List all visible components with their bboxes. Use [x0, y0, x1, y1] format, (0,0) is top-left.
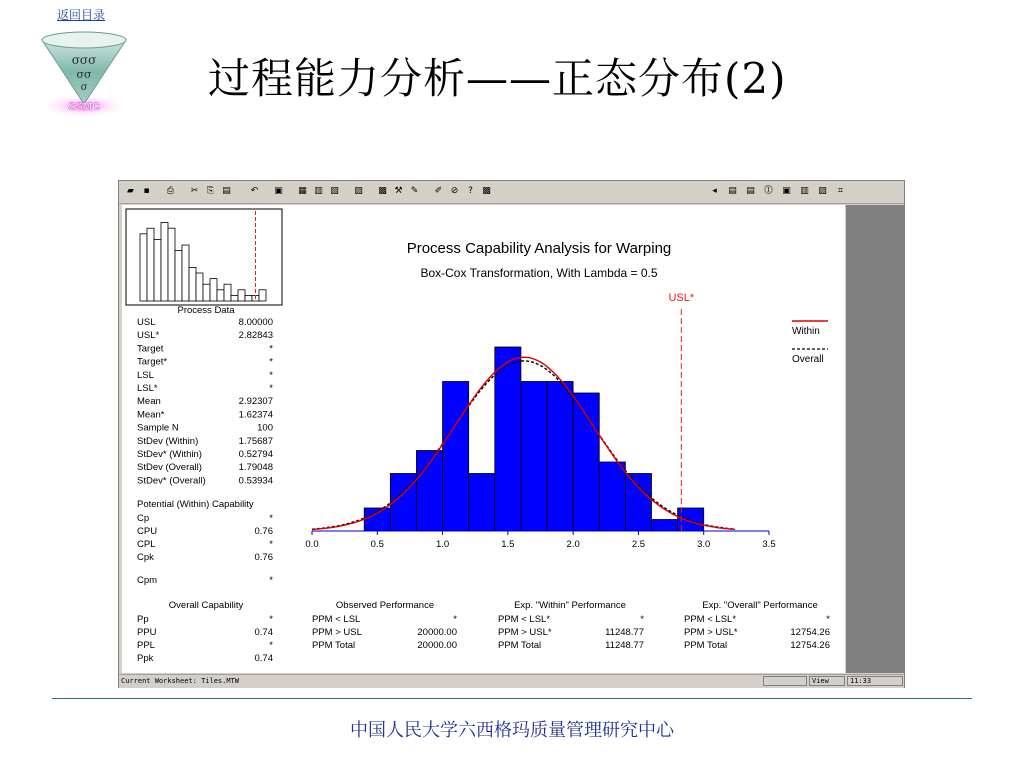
back-to-contents-link[interactable]: 返回目录: [57, 8, 106, 22]
x-tick-label: 1.0: [435, 539, 450, 550]
chart-title: Process Capability Analysis for Warping: [406, 240, 672, 257]
svg-text:σ: σ: [80, 82, 88, 93]
tool-1-icon[interactable]: ◂: [712, 186, 717, 196]
chart-subtitle: Box-Cox Transformation, With Lambda = 0.5: [420, 266, 658, 280]
potential-label: CPU: [137, 526, 158, 537]
inset-bar: [217, 290, 224, 301]
histogram-bar: [495, 347, 521, 531]
copy-icon[interactable]: ⎘: [206, 186, 215, 196]
process-data-value: 100: [257, 422, 273, 434]
process-data-value: *: [269, 343, 273, 355]
process-data-label: Mean: [137, 396, 161, 408]
observed-value: 20000.00: [417, 640, 457, 651]
exp-within-heading: Exp. "Within" Performance: [514, 600, 626, 611]
svg-text:SSMC: SSMC: [68, 101, 100, 113]
process-data-label: LSL: [137, 369, 154, 381]
overall-capability-label: PPU: [137, 627, 157, 638]
svg-text:σσ: σσ: [76, 68, 92, 81]
svg-text:σσσ: σσσ: [71, 53, 97, 67]
current-worksheet-status: Current Worksheet: Tiles.MTW: [121, 677, 240, 685]
footer-divider: [52, 698, 972, 699]
process-data-label: USL*: [137, 330, 160, 342]
tool-8-icon[interactable]: ⌗: [837, 186, 844, 196]
inset-bar: [210, 279, 217, 301]
process-data-label: StDev* (Within): [137, 449, 202, 460]
histogram-bar: [625, 474, 651, 532]
potential-label: Cp: [137, 513, 150, 524]
histogram-bar: [521, 382, 547, 532]
process-data-value: 8.00000: [238, 317, 273, 328]
graph-folder-icon[interactable]: ▥: [314, 186, 323, 196]
potential-value: *: [269, 513, 273, 524]
observed-label: PPM < LSL: [312, 614, 361, 625]
exp-overall-heading: Exp. "Overall" Performance: [702, 600, 818, 611]
observed-value: *: [453, 614, 457, 625]
process-data-value: 1.62374: [238, 409, 273, 421]
process-data-value: *: [269, 369, 273, 381]
toolbar: [119, 181, 904, 204]
inset-bar: [182, 245, 189, 301]
histogram-bar: [573, 393, 599, 531]
x-tick-label: 0.0: [305, 539, 319, 550]
process-data-value: 2.92307: [238, 396, 273, 408]
overall-capability-value: *: [269, 614, 273, 625]
histogram-bar: [599, 462, 625, 531]
info-icon[interactable]: ▧: [330, 186, 339, 196]
exp-within-label: PPM > USL*: [498, 627, 552, 638]
status-time: 11:33: [847, 676, 903, 686]
x-tick-label: 2.5: [631, 539, 646, 550]
exp-within-label: PPM < LSL*: [498, 614, 551, 625]
overall-capability-heading: Overall Capability: [168, 600, 244, 611]
cancel-icon[interactable]: ⊘: [450, 186, 459, 196]
process-data-value: *: [269, 383, 273, 394]
tool-6-icon[interactable]: ▥: [800, 186, 809, 196]
overall-capability-label: Pp: [137, 614, 149, 625]
potential-value: 0.76: [254, 526, 273, 537]
potential-value: *: [269, 575, 273, 586]
tool-5-icon[interactable]: ▣: [782, 186, 791, 196]
inset-bar: [231, 295, 238, 301]
legend-overall-label: Overall: [792, 354, 824, 365]
process-data-label: StDev (Overall): [137, 462, 202, 474]
exp-overall-value: 12754.26: [790, 640, 830, 651]
save-icon[interactable]: ▪: [143, 186, 150, 196]
worksheet-icon[interactable]: ▦: [298, 186, 307, 196]
process-data-value: 2.82843: [238, 330, 273, 342]
tool-7-icon[interactable]: ▨: [818, 186, 827, 196]
potential-label: Cpk: [137, 552, 154, 563]
minitab-window: [118, 180, 905, 688]
overall-capability-value: *: [269, 640, 273, 651]
help-icon[interactable]: ?: [468, 186, 473, 196]
capability-graph: [122, 205, 845, 673]
overall-capability-value: 0.74: [254, 627, 273, 638]
process-data-value: 0.53934: [238, 475, 273, 487]
x-tick-label: 3.5: [762, 539, 776, 550]
histogram-bar: [469, 474, 495, 532]
tool-3-icon[interactable]: ▤: [746, 186, 755, 196]
tool-4-icon[interactable]: ⓵: [763, 186, 773, 196]
inset-bar: [259, 290, 266, 301]
ssmc-logo: [28, 28, 140, 124]
inset-bar: [140, 234, 147, 301]
exp-within-value: 11248.77: [605, 640, 644, 651]
slide-title: 过程能力分析——正态分布(2): [208, 54, 787, 103]
exp-within-value: *: [640, 614, 644, 625]
x-tick-label: 2.0: [566, 539, 580, 550]
histogram-bar: [651, 520, 677, 532]
potential-heading: Potential (Within) Capability: [137, 499, 254, 510]
histogram-bar: [364, 508, 390, 531]
inset-bar: [147, 228, 154, 301]
process-data-value: 1.79048: [238, 462, 273, 474]
inset-bar: [245, 295, 252, 301]
x-tick-label: 0.5: [370, 539, 384, 550]
exp-within-value: 11248.77: [605, 627, 644, 638]
session-window-icon[interactable]: ▣: [274, 186, 283, 196]
histogram-bar: [547, 382, 573, 532]
undo-icon[interactable]: ↶: [250, 186, 259, 196]
potential-label: CPL: [137, 539, 156, 550]
inset-bar: [224, 284, 231, 301]
inset-bar: [196, 273, 203, 301]
observed-value: 20000.00: [417, 627, 457, 638]
potential-label: Cpm: [137, 575, 158, 586]
status-mode: View: [809, 676, 845, 686]
paste-icon[interactable]: ▤: [222, 186, 231, 196]
status-bar: [119, 674, 904, 688]
legend-within-label: Within: [792, 326, 820, 337]
inset-bar: [189, 267, 196, 301]
overall-capability-label: PPL: [137, 640, 155, 651]
histogram-bar: [443, 382, 469, 532]
tool-2-icon[interactable]: ▤: [728, 186, 737, 196]
brush-icon[interactable]: ⚒: [394, 186, 403, 196]
print-icon[interactable]: ⎙: [166, 186, 175, 196]
status-blank-box: [763, 676, 807, 686]
open-icon[interactable]: ▰: [127, 186, 134, 196]
process-data-value: *: [269, 356, 273, 368]
exp-overall-label: PPM < LSL*: [684, 614, 737, 625]
overall-capability-label: Ppk: [137, 653, 154, 664]
process-data-value: 0.52794: [238, 449, 273, 460]
inset-bar: [161, 223, 168, 301]
potential-value: 0.76: [254, 552, 273, 563]
inset-bar: [154, 239, 161, 301]
exp-overall-value: 12754.26: [790, 627, 830, 638]
x-tick-label: 1.5: [501, 539, 515, 550]
exp-overall-label: PPM > USL*: [684, 627, 738, 638]
process-data-label: USL: [137, 317, 156, 328]
x-tick-label: 3.0: [697, 539, 711, 550]
inset-bar: [203, 284, 210, 301]
usl-label: USL*: [668, 292, 695, 304]
process-data-heading: Process Data: [177, 305, 235, 316]
process-data-label: LSL*: [137, 383, 158, 394]
potential-value: *: [269, 539, 273, 550]
process-data-label: Mean*: [137, 409, 165, 421]
observed-heading: Observed Performance: [335, 600, 435, 611]
history-icon[interactable]: ▨: [354, 186, 363, 196]
inset-bar: [168, 228, 175, 301]
process-data-label: StDev (Within): [137, 435, 199, 447]
process-data-label: StDev* (Overall): [137, 475, 206, 487]
observed-label: PPM > USL: [312, 627, 362, 638]
cut-icon[interactable]: ✂: [190, 186, 199, 196]
exp-overall-value: *: [826, 614, 830, 625]
edit-icon[interactable]: ✎: [410, 186, 419, 196]
exp-overall-label: PPM Total: [684, 640, 728, 651]
overall-capability-value: 0.74: [254, 653, 273, 664]
process-data-label: Sample N: [137, 422, 179, 434]
observed-label: PPM Total: [312, 640, 356, 651]
process-data-label: Target: [137, 343, 164, 355]
right-gray-panel: [846, 205, 904, 673]
pencil-icon[interactable]: ✐: [434, 186, 443, 196]
graph-window[interactable]: [122, 205, 845, 673]
footer-organization: 中国人民大学六西格玛质量管理研究中心: [350, 720, 674, 741]
inset-bar: [175, 251, 182, 301]
inset-bar: [238, 290, 245, 301]
stats-icon[interactable]: ▩: [482, 186, 491, 196]
process-data-label: Target*: [137, 356, 168, 368]
exp-within-label: PPM Total: [498, 640, 542, 651]
graph-icon[interactable]: ▩: [378, 186, 387, 196]
process-data-value: 1.75687: [238, 435, 273, 447]
